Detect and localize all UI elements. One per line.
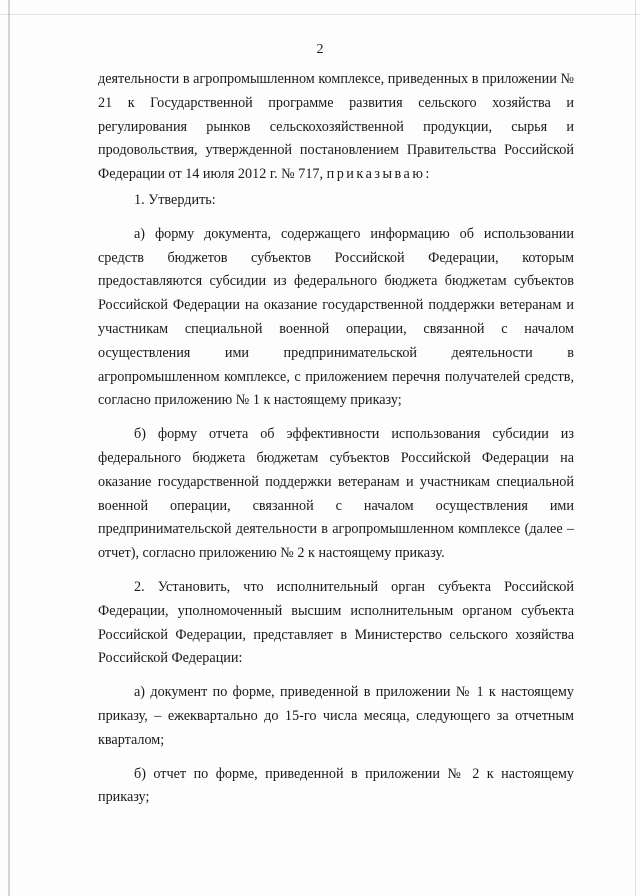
document-body: [98, 68, 574, 810]
page-number: 2: [316, 42, 324, 57]
order-word: приказываю:: [326, 166, 432, 183]
paragraph-item-2a: а) документ по форме, приведенной в приложении № 1 к настоящему приказу, – ежеквартально до 15-го числа месяца, следующего за отчетным кварталом;: [98, 684, 574, 748]
scan-edge-right: [635, 0, 636, 896]
paragraph-item-1a: а) форму документа, содержащего информацию об использовании средств бюджетов субъектов Российской Федерации, которым предоставляются субсидии из федерального бюджета бюджетам субъектов Российской Федерации на оказание государственной поддержки ветеранам и участникам специальной военной операции, связанной с началом осуществления ими предпринимательской деятельности в агропромышленном комплексе, с приложением перечня получателей средств, согласно приложению № 1 к настоящему приказу;: [98, 225, 574, 409]
paragraph-item-1b: б) форму отчета об эффективности использования субсидии из федерального бюджета бюджетам субъектов Российской Федерации на оказание государственной поддержки ветеранам и участникам специальной военной операции, связанной с началом осуществления ими предпринимательской деятельности в агропромышленном комплексе (далее – отчет), согласно приложению № 2 к настоящему приказу.: [98, 426, 574, 562]
paragraph-item-2b: б) отчет по форме, приведенной в приложении № 2 к настоящему приказу;: [98, 765, 574, 806]
scan-edge-top: [0, 14, 640, 15]
scan-edge-left: [8, 0, 10, 896]
preamble-text: деятельности в агропромышленном комплексе, приведенных в приложении № 21 к Государственной программе развития сельского хозяйства и регулирования рынков сельскохозяйственной продукции, сырья и продовольствия, утвержденной постановлением Правительства Российской Федерации от 14 июля 2012 г. № 717,: [98, 71, 574, 183]
paragraph-item-2: 2. Установить, что исполнительный орган субъекта Российской Федерации, уполномоченный высшим исполнительным органом субъекта Российской Федерации, представляет в Министерство сельского хозяйства Российской Федерации:: [98, 578, 574, 667]
paragraph-item-1: 1. Утвердить:: [134, 191, 216, 208]
paragraph-preamble: [98, 68, 574, 187]
